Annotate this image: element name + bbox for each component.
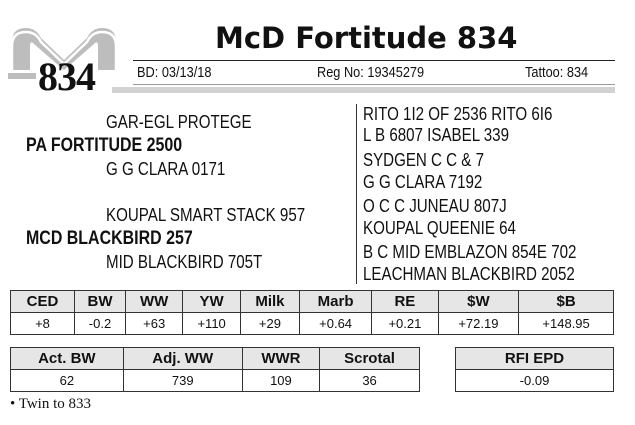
rfi-table (455, 347, 614, 392)
dam-dam-sire: B C MID EMBLAZON 854E 702 (363, 242, 577, 262)
header-rule-bottom (133, 84, 615, 85)
sire-sire: GAR-EGL PROTEGE (106, 112, 252, 132)
epd-header-dollar-w: $W (438, 291, 519, 313)
dam: MCD BLACKBIRD 257 (26, 228, 193, 249)
epd-header-ww: WW (125, 291, 182, 313)
dam-dam: MID BLACKBIRD 705T (106, 252, 263, 272)
dam-sire: KOUPAL SMART STACK 957 (106, 205, 306, 225)
epd-value-re: +0.21 (372, 313, 438, 335)
epd-header-row (11, 291, 614, 313)
pedigree-divider (356, 104, 357, 284)
dam-sire-sire: O C C JUNEAU 807J (363, 196, 507, 216)
epd-value-milk: +29 (240, 313, 299, 335)
epd-header-bw: BW (75, 291, 126, 313)
epd-value-dollar-b: +148.95 (519, 313, 614, 335)
epd-header-re: RE (372, 291, 438, 313)
perf-value-wwr: 109 (242, 370, 319, 392)
perf-header-act-bw: Act. BW (11, 348, 124, 370)
epd-value-yw: +110 (183, 313, 240, 335)
header-rule (133, 60, 615, 61)
perf-header-adj-ww: Adj. WW (123, 348, 242, 370)
perf-header-wwr: WWR (242, 348, 319, 370)
footnote-twin: • Twin to 833 (10, 396, 92, 412)
dam-sire-dam: KOUPAL QUEENIE 64 (363, 218, 516, 238)
rfi-header: RFI EPD (456, 348, 614, 370)
birth-date: BD: 03/13/18 (137, 65, 212, 81)
epd-header-yw: YW (183, 291, 240, 313)
lot-number: 834 (38, 54, 95, 99)
epd-value-bw: -0.2 (75, 313, 126, 335)
performance-table (10, 347, 420, 392)
sire-sire-parents: RITO 1I2 OF 2536 RITO 6I6 (363, 104, 553, 124)
logo-underline (8, 73, 36, 79)
perf-value-scrotal: 36 (320, 370, 420, 392)
sire-dam: G G CLARA 0171 (106, 159, 226, 179)
epd-value-row (11, 313, 614, 335)
tattoo: Tattoo: 834 (525, 65, 589, 81)
logo-underline-right (112, 87, 615, 93)
rfi-value: -0.09 (456, 370, 614, 392)
sire-sire-dam: L B 6807 ISABEL 339 (363, 125, 509, 145)
perf-header-scrotal: Scrotal (320, 348, 420, 370)
epd-value-ww: +63 (125, 313, 182, 335)
dam-dam-dam: LEACHMAN BLACKBIRD 2052 (363, 264, 575, 284)
performance-value-row (11, 370, 420, 392)
epd-table (10, 290, 614, 335)
sire: PA FORTITUDE 2500 (26, 135, 183, 156)
perf-value-act-bw: 62 (11, 370, 124, 392)
epd-value-dollar-w: +72.19 (438, 313, 519, 335)
epd-value-ced: +8 (11, 313, 75, 335)
animal-name-title: McD Fortitude 834 (215, 21, 518, 55)
epd-header-dollar-b: $B (519, 291, 614, 313)
performance-header-row (11, 348, 420, 370)
sire-dam-dam: G G CLARA 7192 (363, 172, 483, 192)
perf-value-adj-ww: 739 (123, 370, 242, 392)
epd-value-marb: +0.64 (300, 313, 372, 335)
epd-header-ced: CED (11, 291, 75, 313)
sire-dam-sire: SYDGEN C C & 7 (363, 150, 484, 170)
registration-number: Reg No: 19345279 (317, 65, 425, 81)
epd-header-marb: Marb (300, 291, 372, 313)
epd-header-milk: Milk (240, 291, 299, 313)
